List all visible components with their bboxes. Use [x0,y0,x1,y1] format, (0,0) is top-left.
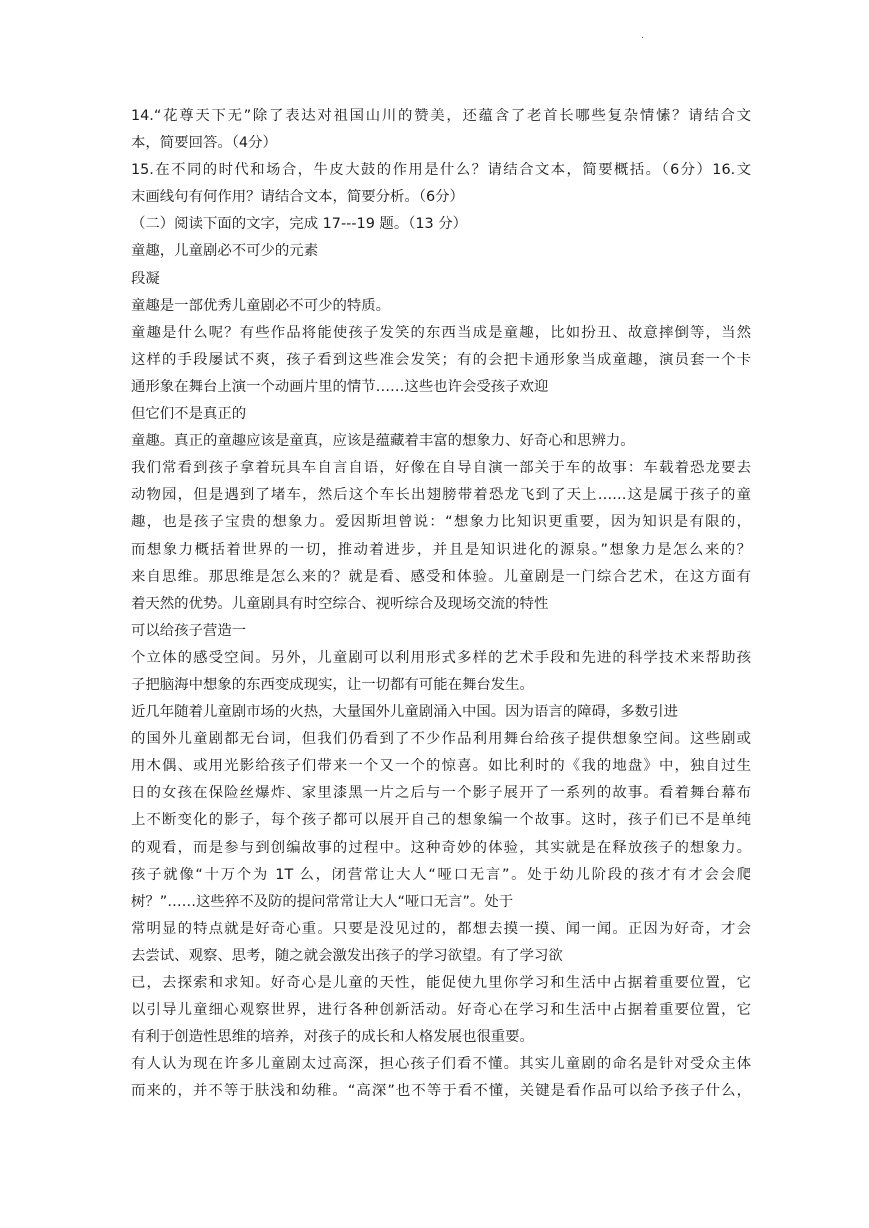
paragraph-line: 而来的，并不等于肤浅和幼稚。“高深”也不等于看不懂，关键是看作品可以给予孩子什么， [131,1083,751,1100]
paragraph-line: 树？”……这些猝不及防的提问常常让大人“哑口无言”。处于 [131,893,514,910]
question-14-line-2: 本，简要回答。（4分） [131,135,277,152]
paragraph-line: 趣，也是孩子宝贵的想象力。爱因斯坦曾说：“想象力比知识更重要，因为知识是有限的， [131,514,751,531]
paragraph-line: 有人认为现在许多儿童剧太过高深，担心孩子们看不懂。其实儿童剧的命名是针对受众主体 [131,1056,751,1073]
paragraph-line: 近几年随着儿童剧市场的火热，大量国外儿童剧涌入中国。因为语言的障碍，多数引进 [131,704,678,721]
paragraph-line: 个立体的感受空间。另外，儿童剧可以利用形式多样的艺术手段和先进的科学技术来帮助孩 [131,649,751,666]
paragraph-line: 童趣是什么呢？有些作品将能使孩子发笑的东西当成是童趣，比如扮丑、故意摔倒等，当然 [131,324,751,341]
section-instruction: （二）阅读下面的文字，完成 17---19 题。（13 分） [131,216,468,233]
paragraph-line: 孩子就像“十万个为 1T 么，闭营常让大人“哑口无言”。处于幼儿阶段的孩才有才会会爬 [131,866,751,883]
paragraph-line: 可以给孩子营造一 [131,622,247,639]
paragraph-line: 的观看，而是参与到创编故事的过程中。这种奇妙的体验，其实就是在释放孩子的想象力。 [131,839,751,856]
paragraph-line: 这样的手段屡试不爽，孩子看到这些准会发笑；有的会把卡通形象当成童趣，演员套一个卡 [131,351,751,368]
paragraph-line: 动物园，但是遇到了堵车，然后这个车长出翅膀带着恐龙飞到了天上……这是属于孩子的童 [131,487,751,504]
paragraph-line: 童趣。真正的童趣应该是童真，应该是蕴藏着丰富的想象力、好奇心和思辨力。 [131,433,635,450]
paragraph-line: 以引导儿童细心观察世界，进行各种创新活动。好奇心在学习和生活中占据着重要位置，它 [131,1002,751,1019]
paragraph-line: 的国外儿童剧都无台词，但我们仍看到了不少作品利用舞台给孩子提供想象空间。这些剧或 [131,731,751,748]
article-author: 段凝 [131,270,160,287]
paragraph-line: 常明显的特点就是好奇心重。只要是没见过的，都想去摸一摸、闻一闻。正因为好奇，才会 [131,920,751,937]
header-dot-marker: . [641,30,645,41]
paragraph-line: 日的女孩在保险丝爆炸、家里漆黑一片之后与一个影子展开了一系列的故事。看着舞台幕布 [131,785,751,802]
paragraph-line: 而想象力概括着世界的一切，推动着进步，并且是知识进化的源泉。”想象力是怎么来的？ [131,541,751,558]
paragraph-line: 但它们不是真正的 [131,406,247,423]
paragraph-line: 子把脑海中想象的东西变成现实，让一切都有可能在舞台发生。 [131,676,534,693]
paragraph-line: 着天然的优势。儿童剧具有时空综合、视听综合及现场交流的特性 [131,595,549,612]
paragraph-line: 我们常看到孩子拿着玩具车自言自语，好像在自导自演一部关于车的故事：车载着恐龙要去 [131,460,751,477]
paragraph-line: 用木偶、或用光影给孩子们带来一个又一个的惊喜。如比利时的《我的地盘》中，独自过生 [131,758,751,775]
paragraph-line: 上不断变化的影子，每个孩子都可以展开自己的想象编一个故事。这时，孩子们已不是单纯 [131,812,751,829]
paragraph-line: 来自思维。那思维是怎么来的？就是看、感受和体验。儿童剧是一门综合艺术，在这方面有 [131,568,751,585]
paragraph-line: 去尝试、观察、思考，随之就会激发出孩子的学习欲望。有了学习欲 [131,947,563,964]
question-16-line-2: 末画线句有何作用？请结合文本，简要分析。（6分） [131,189,464,206]
paragraph-line: 已，去探索和求知。好奇心是儿童的天性，能促使九里你学习和生活中占据着重要位置，它 [131,975,751,991]
document-body [131,103,751,1105]
question-15-16-line-1: 15.在不同的时代和场合，牛皮大鼓的作用是什么？请结合文本，简要概括。（6分）16.文 [131,162,751,179]
question-14-line-1: 14.“花尊天下无”除了表达对祖国山川的赞美，还蕴含了老首长哪些复杂情愫？请结合文 [131,108,751,124]
paragraph-line: 有利于创造性思维的培养，对孩子的成长和人格发展也很重要。 [131,1029,534,1046]
article-title: 童趣，儿童剧必不可少的元素 [131,243,319,260]
paragraph-line: 童趣是一部优秀儿童剧必不可少的特质。 [131,297,391,314]
paragraph-line: 通形象在舞台上演一个动画片里的情节……这些也许会受孩子欢迎 [131,378,549,395]
